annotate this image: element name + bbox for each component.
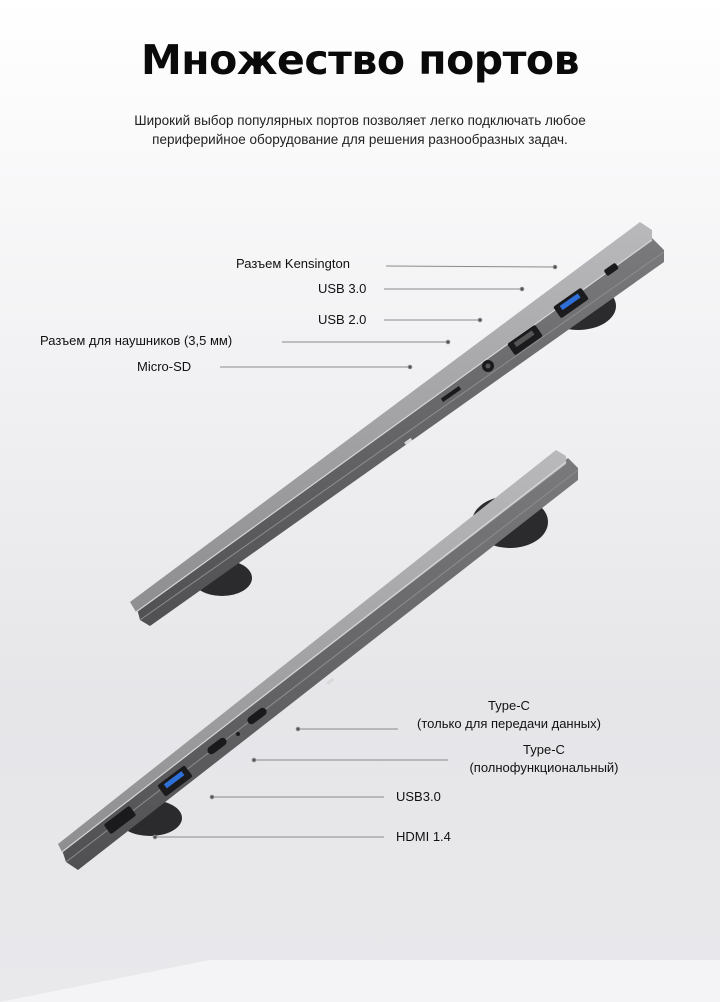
label-typec-data bbox=[402, 697, 616, 733]
page-title: Множество портов bbox=[140, 36, 580, 84]
label-typec-data-line1: Type-C bbox=[488, 698, 530, 713]
label-kensington: Разъем Kensington bbox=[236, 256, 350, 271]
top-laptop-lid bbox=[130, 222, 652, 612]
label-typec-full-line2: (полнофункциональный) bbox=[469, 760, 619, 775]
label-typec-full bbox=[456, 741, 632, 777]
label-typec-data-line2: (только для передачи данных) bbox=[417, 716, 601, 731]
label-usb2: USB 2.0 bbox=[318, 312, 367, 327]
label-hdmi: HDMI 1.4 bbox=[396, 829, 451, 844]
label-headphones: Разъем для наушников (3,5 мм) bbox=[40, 333, 233, 348]
bottom-decoration bbox=[0, 960, 720, 1002]
label-microsd: Micro-SD bbox=[137, 359, 192, 374]
label-usb3-top: USB 3.0 bbox=[318, 281, 367, 296]
label-usb3-bottom: USB3.0 bbox=[396, 789, 441, 804]
subtitle-line-1: Широкий выбор популярных портов позволяет легко подключать любое bbox=[134, 113, 586, 128]
top-laptop bbox=[130, 222, 664, 626]
bottom-laptop-base bbox=[62, 458, 578, 870]
subtitle-line-2: периферийное оборудование для решения разнообразных задач. bbox=[152, 132, 568, 147]
label-typec-full-line1: Type-C bbox=[523, 742, 565, 757]
bottom-laptop bbox=[58, 450, 578, 870]
